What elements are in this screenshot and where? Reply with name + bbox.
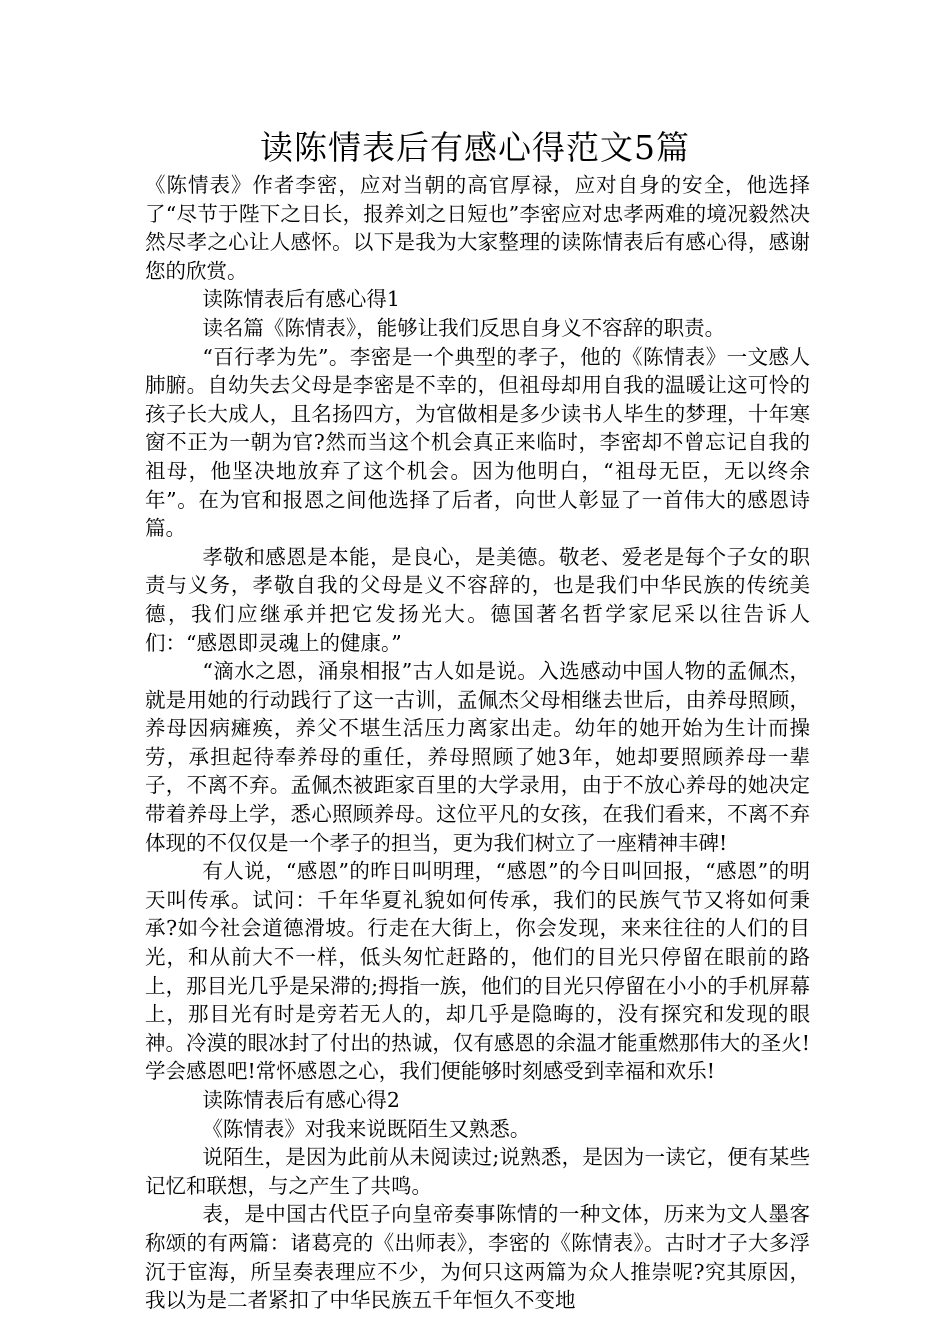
intro-paragraph: 《陈情表》作者李密，应对当朝的高官厚禄，应对自身的安全，他选择了“尽节于陛下之日长，报养刘之日短也”李密应对忠孝两难的境况毅然决然尽孝之心让人感怀。以下是我为大家整理的读陈情表后有感心得，感谢您的欣赏。 xyxy=(145,173,810,283)
body-paragraph: “滴水之恩，涌泉相报”古人如是说。入选感动中国人物的孟佩杰，就是用她的行动践行了这一古训，孟佩杰父母相继去世后，由养母照顾，养母因病瘫痪，养父不堪生活压力离家出走。幼年的她开始为生计而操劳，承担起待奉养母的重任，养母照顾了她3年，她却要照顾养母一辈子，不离不弃。孟佩杰被距家百里的大学录用，由于不放心养母的她决定带着养母上学，悉心照顾养母。这位平凡的女孩，在我们看来，不离不弃体现的不仅仅是一个孝子的担当，更为我们树立了一座精神丰碑! xyxy=(145,659,810,855)
body-paragraph: 有人说，“感恩”的昨日叫明理，“感恩”的今日叫回报，“感恩”的明天叫传承。试问：千年华夏礼貌如何传承，我们的民族气节又将如何秉承?如今社会道德滑坡。行走在大街上，你会发现，来来往往的人们的目光，和从前大不一样，低头匆忙赶路的，他们的目光只停留在眼前的路上，那目光几乎是呆滞的;拇指一族，他们的目光只停留在小小的手机屏幕上，那目光有时是旁若无人的，却几乎是隐晦的，没有探究和发现的眼神。冷漠的眼冰封了付出的热诚，仅有感恩的余温才能重燃那伟大的圣火!学会感恩吧!常怀感恩之心，我们便能够时刻感受到幸福和欢乐! xyxy=(145,859,810,1084)
body-paragraph: 《陈情表》对我来说既陌生又熟悉。 xyxy=(202,1116,531,1141)
body-paragraph: 孝敬和感恩是本能，是良心，是美德。敬老、爱老是每个子女的职责与义务，孝敬自我的父母是义不容辞的，也是我们中华民族的传统美德，我们应继承并把它发扬光大。德国著名哲学家尼采以往告诉人们：“感恩即灵魂上的健康。” xyxy=(145,544,810,655)
body-paragraph: 说陌生，是因为此前从未阅读过;说熟悉，是因为一读它，便有某些记忆和联想，与之产生了共鸣。 xyxy=(145,1145,810,1198)
document-body xyxy=(145,171,810,1315)
body-paragraph: 读名篇《陈情表》，能够让我们反思自身义不容辞的职责。 xyxy=(202,315,726,340)
section-heading-2: 读陈情表后有感心得2 xyxy=(202,1088,400,1112)
body-paragraph: 表，是中国古代臣子向皇帝奏事陈情的一种文体，历来为文人墨客称颂的有两篇：诸葛亮的《出师表》，李密的《陈情表》。古时才子大多浮沉于宦海，所呈奏表理应不少，为何只这两篇为众人推崇呢?究其原因，我以为是二者紧扣了中华民族五千年恒久不变地 xyxy=(145,1202,810,1313)
body-paragraph: “百行孝为先”。李密是一个典型的孝子，他的《陈情表》一文感人肺腑。自幼失去父母是李密是不幸的，但祖母却用自我的温暖让这可怜的孩子长大成人，且名扬四方，为官做相是多少读书人毕生的梦理，十年寒窗不正为一朝为官?然而当这个机会真正来临时，李密却不曾忘记自我的祖母，他坚决地放弃了这个机会。因为他明白，“祖母无臣，无以终余年”。在为官和报恩之间他选择了后者，向世人彰显了一首伟大的感恩诗篇。 xyxy=(145,344,810,541)
document-title: 读陈情表后有感心得范文5篇 xyxy=(260,128,690,167)
section-heading-1: 读陈情表后有感心得1 xyxy=(202,287,400,312)
